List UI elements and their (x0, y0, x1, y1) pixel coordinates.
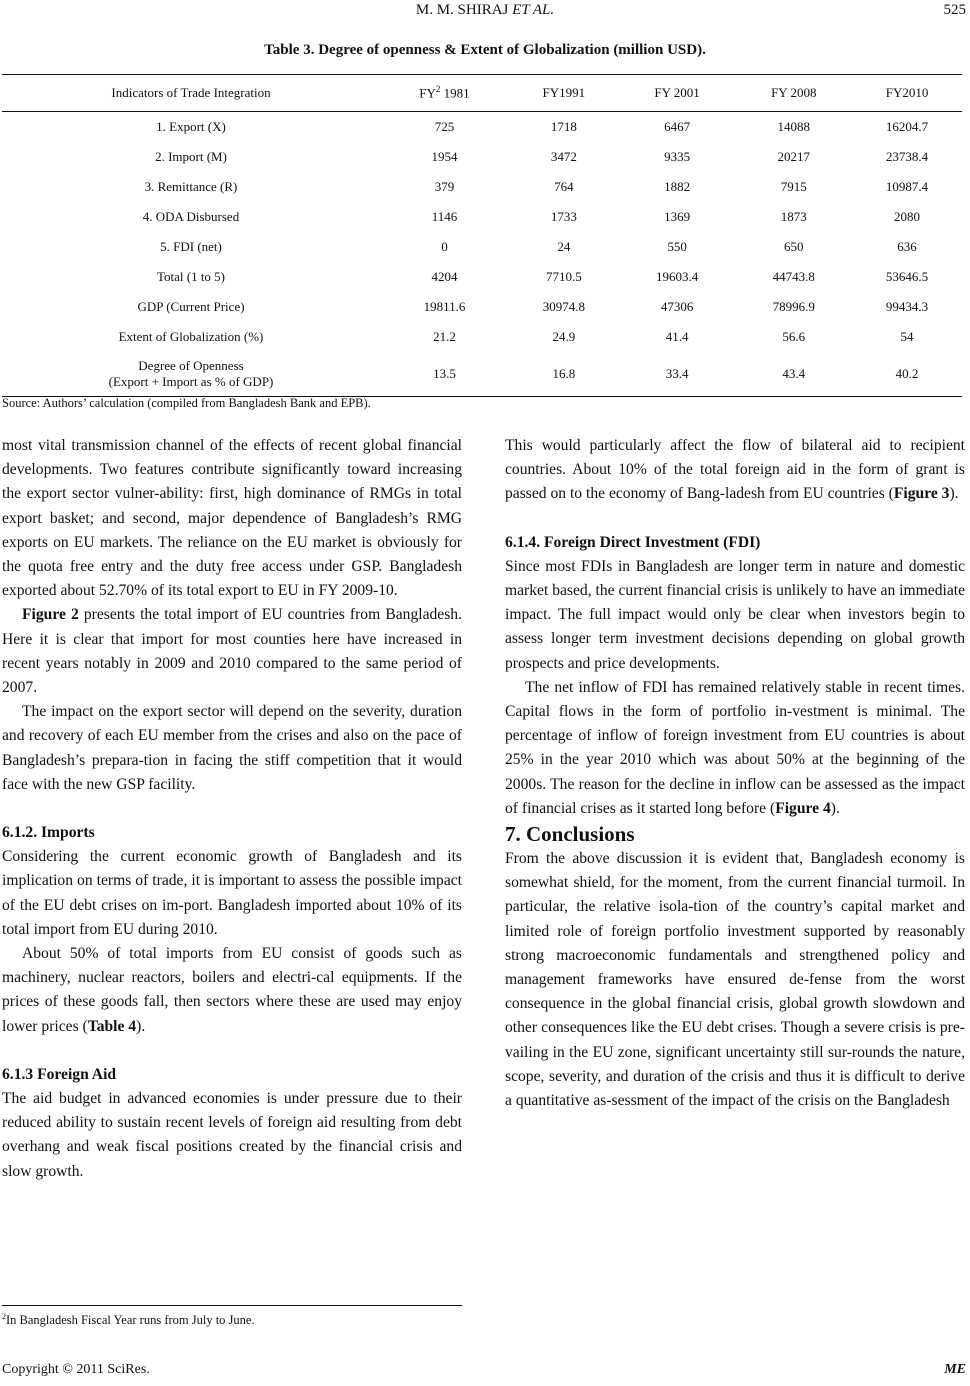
header-et-al: ET AL. (512, 2, 555, 18)
row-label: 4. ODA Disbursed (142, 209, 240, 224)
table-row (2, 172, 962, 202)
paragraph-text: presents the total import of EU countries from Bangladesh. Here it is clear that import for most counties here have increased in recent years notably in 2009 and 2010 compared to the same period of 2007. (2, 606, 462, 697)
cell: 41.4 (665, 329, 689, 344)
cell: 30974.8 (542, 299, 585, 314)
row-label-line2: (Export + Import as % of GDP) (108, 374, 274, 389)
cell: 16204.7 (885, 119, 929, 134)
cell: 9335 (664, 149, 691, 164)
cell: 550 (667, 239, 687, 254)
cell: 1369 (664, 209, 691, 224)
copyright-notice: Copyright © 2011 SciRes. (2, 1362, 150, 1377)
paragraph-text: About 50% of total imports from EU consist of goods such as machinery, nuclear reactors, boilers and electri-cal equipments. If the prices of these goods fall, then sectors where these are used may enjoy lower prices ( (2, 945, 462, 1035)
cell: 2080 (894, 209, 921, 224)
header-indicator: Indicators of Trade Integration (2, 75, 380, 112)
paragraph-text: ). (830, 799, 840, 817)
table-row (2, 112, 962, 143)
cell: 23738.4 (885, 149, 929, 164)
header-fy2010: FY2010 (852, 75, 962, 112)
body-paragraph: Since most FDIs in Bangladesh are longer term in nature and domestic market based, the current financial crisis is unlikely to have an immediate impact. The full impact would only be clear when investors begin to assess longer term investment decisions depending on global growth prospects and price developments. (505, 557, 965, 672)
header-fy1991: FY1991 (509, 75, 619, 112)
cell: 1954 (431, 149, 458, 164)
section-heading-conclusions: 7. Conclusions (505, 822, 635, 847)
right-column (505, 434, 965, 1113)
table-row (2, 202, 962, 232)
table-caption: Table 3. Degree of openness & Extent of Globalization (million USD). (264, 42, 706, 58)
cell: 53646.5 (885, 269, 929, 284)
cell: 0 (441, 239, 448, 254)
cell: 21.2 (433, 329, 456, 344)
cell: 40.2 (852, 352, 962, 397)
footnote-mark: 2 (2, 1312, 6, 1321)
table-header-row (2, 75, 962, 112)
body-paragraph (2, 942, 462, 1039)
left-column (2, 434, 462, 1184)
cell: 6467 (664, 119, 691, 134)
cell: 1718 (550, 119, 577, 134)
table-row (2, 232, 962, 262)
body-paragraph: Considering the current economic growth of Bangladesh and its implication on terms of trade, it is important to assess the possible impact of the EU debt crises on im-port. Bangladesh imported about 10% of its total import from EU during 2010. (2, 848, 462, 938)
row-label: Extent of Globalization (%) (118, 329, 264, 344)
body-paragraph: most vital transmission channel of the effects of recent global financial developments. Two features contribute significantly toward increasing the export sector vulner-ability: first, high dominance of RMGs in total export basket; and second, major dependence of Bangladesh’s RMG exports on EU markets. The reliance on the EU market is obviously for the quota free entry and the duty free access under GSP. Bangladesh exported about 52.70% of its total export to EU in FY 2009-10. (2, 437, 462, 600)
cell: 10987.4 (885, 179, 929, 194)
row-label: Total (1 to 5) (156, 269, 226, 284)
cell: 43.4 (735, 352, 852, 397)
cell: 3472 (550, 149, 577, 164)
table-reference: Table 4 (87, 1017, 137, 1035)
cell: 24 (557, 239, 571, 254)
row-label: 3. Remittance (R) (144, 179, 238, 194)
cell: 56.6 (782, 329, 806, 344)
table-row (2, 292, 962, 322)
footnote-text: In Bangladesh Fiscal Year runs from July to June. (6, 1313, 255, 1328)
row-label: 5. FDI (net) (160, 239, 222, 254)
header-author: M. M. SHIRAJ (415, 2, 509, 18)
cell: 725 (434, 119, 455, 134)
running-header (0, 2, 970, 19)
body-paragraph: From the above discussion it is evident that, Bangladesh economy is somewhat shield, for the moment, from the current financial turmoil. In particular, the relative isola-tion of the country’s capital market and limited role of foreign portfolio investment supported by reasonably strong macroeconomic fundamentals and strengthened policy and management frameworks have ensured de-fense from the worst consequence in the global financial crisis, global growth slowdown and other consequences like the EU debt crises. Though a severe crisis is pre-vailing in the EU zone, significant uncertainty still sur-rounds the nature, scope, severity, and duration of the crisis and thus it is difficult to derive a quantitative as-sessment of the impact of the crisis on the Bangladesh (505, 850, 965, 1110)
row-label: 2. Import (M) (155, 149, 227, 164)
cell: 1873 (780, 209, 807, 224)
paragraph-text: The net inflow of FDI has remained relatively stable in recent times. Capital flows in the form of portfolio in-vestment is minimal. The percentage of inflow of foreign investment from EU countries is about 25% in the year 2010 which was about 50% at the beginning of the 2000s. The reason for the decline in inflow can be assessed as the impact of financial crises as it started long before ( (505, 678, 965, 817)
row-label-line1: Degree of Openness (138, 358, 244, 373)
paragraph-text: This would particularly affect the flow of bilateral aid to recipient countries. About 10% of the total foreign aid in the form of grant is passed on to the economy of Bang-ladesh from EU countries ( (505, 437, 965, 503)
row-label: 1. Export (X) (156, 119, 226, 134)
footnote-divider (2, 1305, 462, 1306)
cell: 44743.8 (772, 269, 815, 284)
section-heading-fdi: 6.1.4. Foreign Direct Investment (FDI) (505, 533, 761, 551)
figure-reference: Figure 4 (775, 799, 831, 817)
body-paragraph: The aid budget in advanced economies is under pressure due to their reduced ability to sustain recent levels of foreign aid resulting from debt overhang and weak fiscal positions created by the financial crisis and slow growth. (2, 1090, 462, 1180)
figure-reference: Figure 3 (893, 485, 950, 503)
cell: 636 (897, 239, 917, 254)
row-label: GDP (Current Price) (137, 299, 245, 314)
header-fy-prefix: FY (419, 85, 436, 101)
cell: 78996.9 (772, 299, 815, 314)
footnote (2, 1312, 255, 1328)
cell: 20217 (777, 149, 811, 164)
cell: 4204 (431, 269, 458, 284)
cell: 7915 (780, 179, 807, 194)
cell: 650 (784, 239, 804, 254)
header-fy2001: FY 2001 (619, 75, 736, 112)
cell: 1146 (431, 209, 458, 224)
body-paragraph (505, 434, 965, 507)
footnote-marker: 2 (435, 84, 441, 95)
section-heading-imports: 6.1.2. Imports (2, 824, 95, 842)
paragraph-text: ). (949, 485, 959, 503)
header-fy1981 (380, 75, 509, 112)
body-paragraph (2, 603, 462, 700)
row-label (2, 352, 380, 397)
header-fy-year: 1981 (440, 85, 470, 101)
cell: 379 (434, 179, 455, 194)
cell: 14088 (777, 119, 811, 134)
cell: 7710.5 (545, 269, 582, 284)
cell: 47306 (660, 299, 694, 314)
cell: 24.9 (552, 329, 576, 344)
section-heading-foreign-aid: 6.1.3 Foreign Aid (2, 1065, 117, 1083)
cell: 13.5 (380, 352, 509, 397)
table-row (2, 142, 962, 172)
cell: 33.4 (619, 352, 736, 397)
cell: 764 (554, 179, 574, 194)
body-paragraph (505, 676, 965, 821)
cell: 54 (900, 329, 914, 344)
cell: 1882 (664, 179, 691, 194)
cell: 99434.3 (885, 299, 929, 314)
table-row (2, 262, 962, 292)
cell: 1733 (550, 209, 577, 224)
header-fy2008: FY 2008 (735, 75, 852, 112)
body-paragraph: The impact on the export sector will depend on the severity, duration and recovery of each EU member from the crises and also on the pace of Bangladesh’s prepara-tion in facing the stiff competition that it would face with the new GSP facility. (2, 703, 462, 793)
page-number: 525 (943, 2, 966, 18)
journal-abbreviation: ME (944, 1362, 966, 1377)
paragraph-text: ). (136, 1017, 146, 1035)
table-row (2, 322, 962, 352)
table-row (2, 352, 962, 397)
figure-reference: Figure 2 (22, 606, 79, 624)
table-source-note: Source: Authors’ calculation (compiled from Bangladesh Bank and EPB). (2, 396, 371, 410)
cell: 16.8 (509, 352, 619, 397)
openness-table (2, 74, 962, 397)
cell: 19811.6 (423, 299, 466, 314)
cell: 19603.4 (656, 269, 699, 284)
